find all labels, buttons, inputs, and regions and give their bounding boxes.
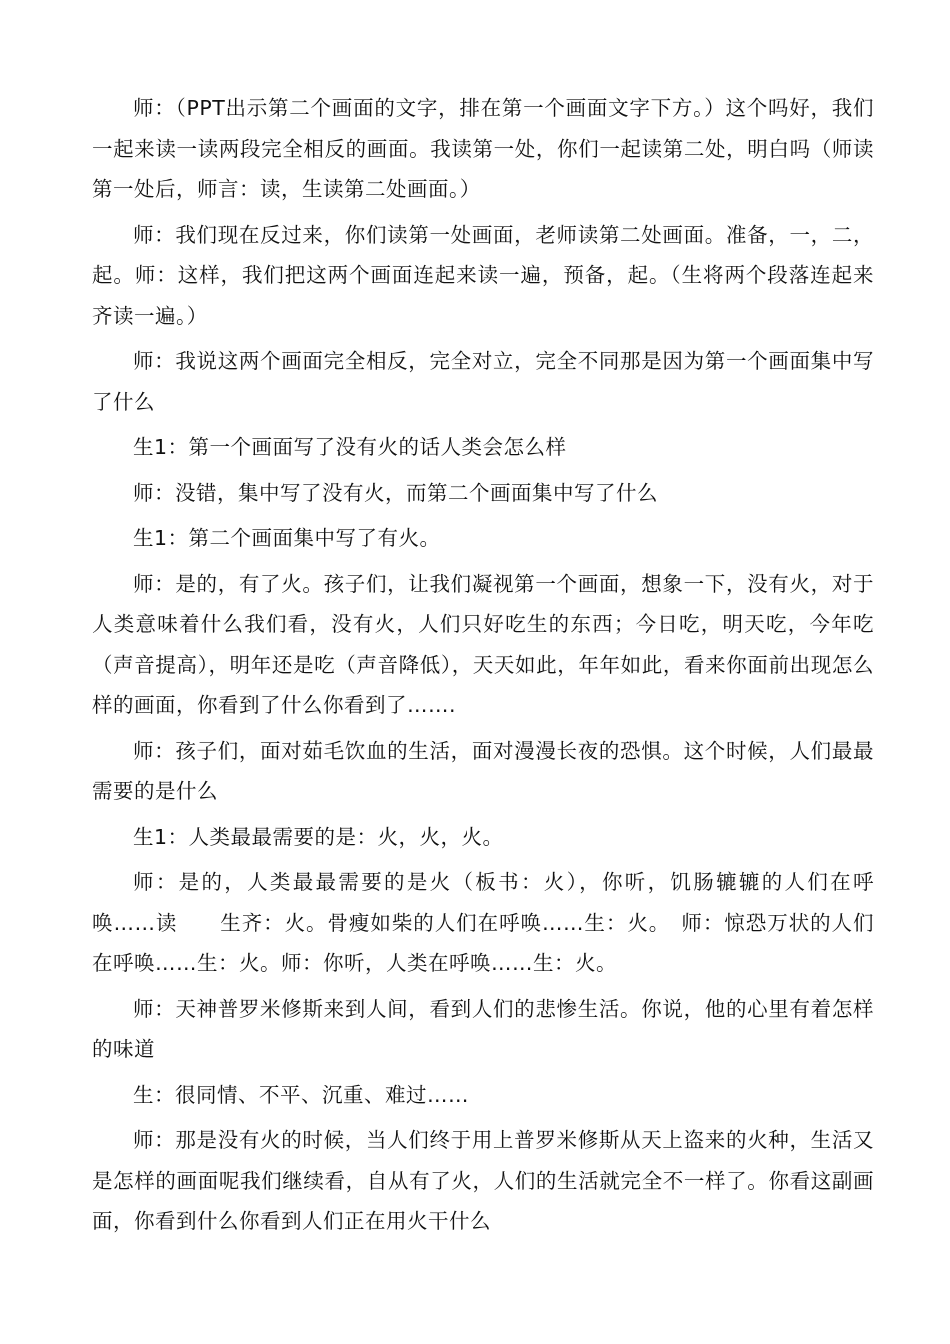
paragraph-4: 生1：第一个画面写了没有火的话人类会怎么样	[133, 435, 567, 459]
paragraph-6: 生1：第二个画面集中写了有火。	[133, 526, 441, 550]
paragraph-10: 师：是的，人类最最需要的是火（板书：火），你听，饥肠辘辘的人们在呼唤……读 生齐：火。骨瘦如柴的人们在呼唤……生：火。 师：惊恐万状的人们在呼唤……生：火。师：你听，人类在呼唤……生：火。	[92, 870, 874, 975]
document-body	[92, 88, 874, 1247]
paragraph-12: 生：很同情、不平、沉重、难过……	[133, 1082, 469, 1107]
paragraph-7: 师：是的，有了火。孩子们，让我们凝视第一个画面，想象一下，没有火，对于人类意味着什么我们看，没有火，人们只好吃生的东西；今日吃，明天吃，今年吃（声音提高），明年还是吃（声音降低），天天如此，年年如此，看来你面前出现怎么样的画面，你看到了什么你看到了…….	[92, 571, 874, 717]
paragraph-1: 师：（PPT出示第二个画面的文字，排在第一个画面文字下方。）这个吗好，我们一起来读一读两段完全相反的画面。我读第一处，你们一起读第二处，明白吗（师读第一处后，师言：读，生读第二处画面。）	[92, 96, 874, 201]
paragraph-13: 师：那是没有火的时候，当人们终于用上普罗米修斯从天上盗来的火种，生活又是怎样的画面呢我们继续看，自从有了火，人们的生活就完全不一样了。你看这副画面，你看到什么你看到人们正在用火干什么	[92, 1128, 874, 1233]
paragraph-3: 师：我说这两个画面完全相反，完全对立，完全不同那是因为第一个画面集中写了什么	[92, 349, 874, 414]
paragraph-5: 师：没错，集中写了没有火，而第二个画面集中写了什么	[133, 480, 658, 505]
paragraph-9: 生1：人类最最需要的是：火，火，火。	[133, 824, 504, 849]
paragraph-2: 师：我们现在反过来，你们读第一处画面，老师读第二处画面。准备，一，二，起。师：这样，我们把这两个画面连起来读一遍，预备，起。（生将两个段落连起来齐读一遍。）	[92, 222, 874, 328]
paragraph-8: 师：孩子们，面对茹毛饮血的生活，面对漫漫长夜的恐惧。这个时候，人们最最需要的是什么	[92, 738, 874, 803]
paragraph-11: 师：天神普罗米修斯来到人间，看到人们的悲惨生活。你说，他的心里有着怎样的味道	[92, 996, 874, 1061]
